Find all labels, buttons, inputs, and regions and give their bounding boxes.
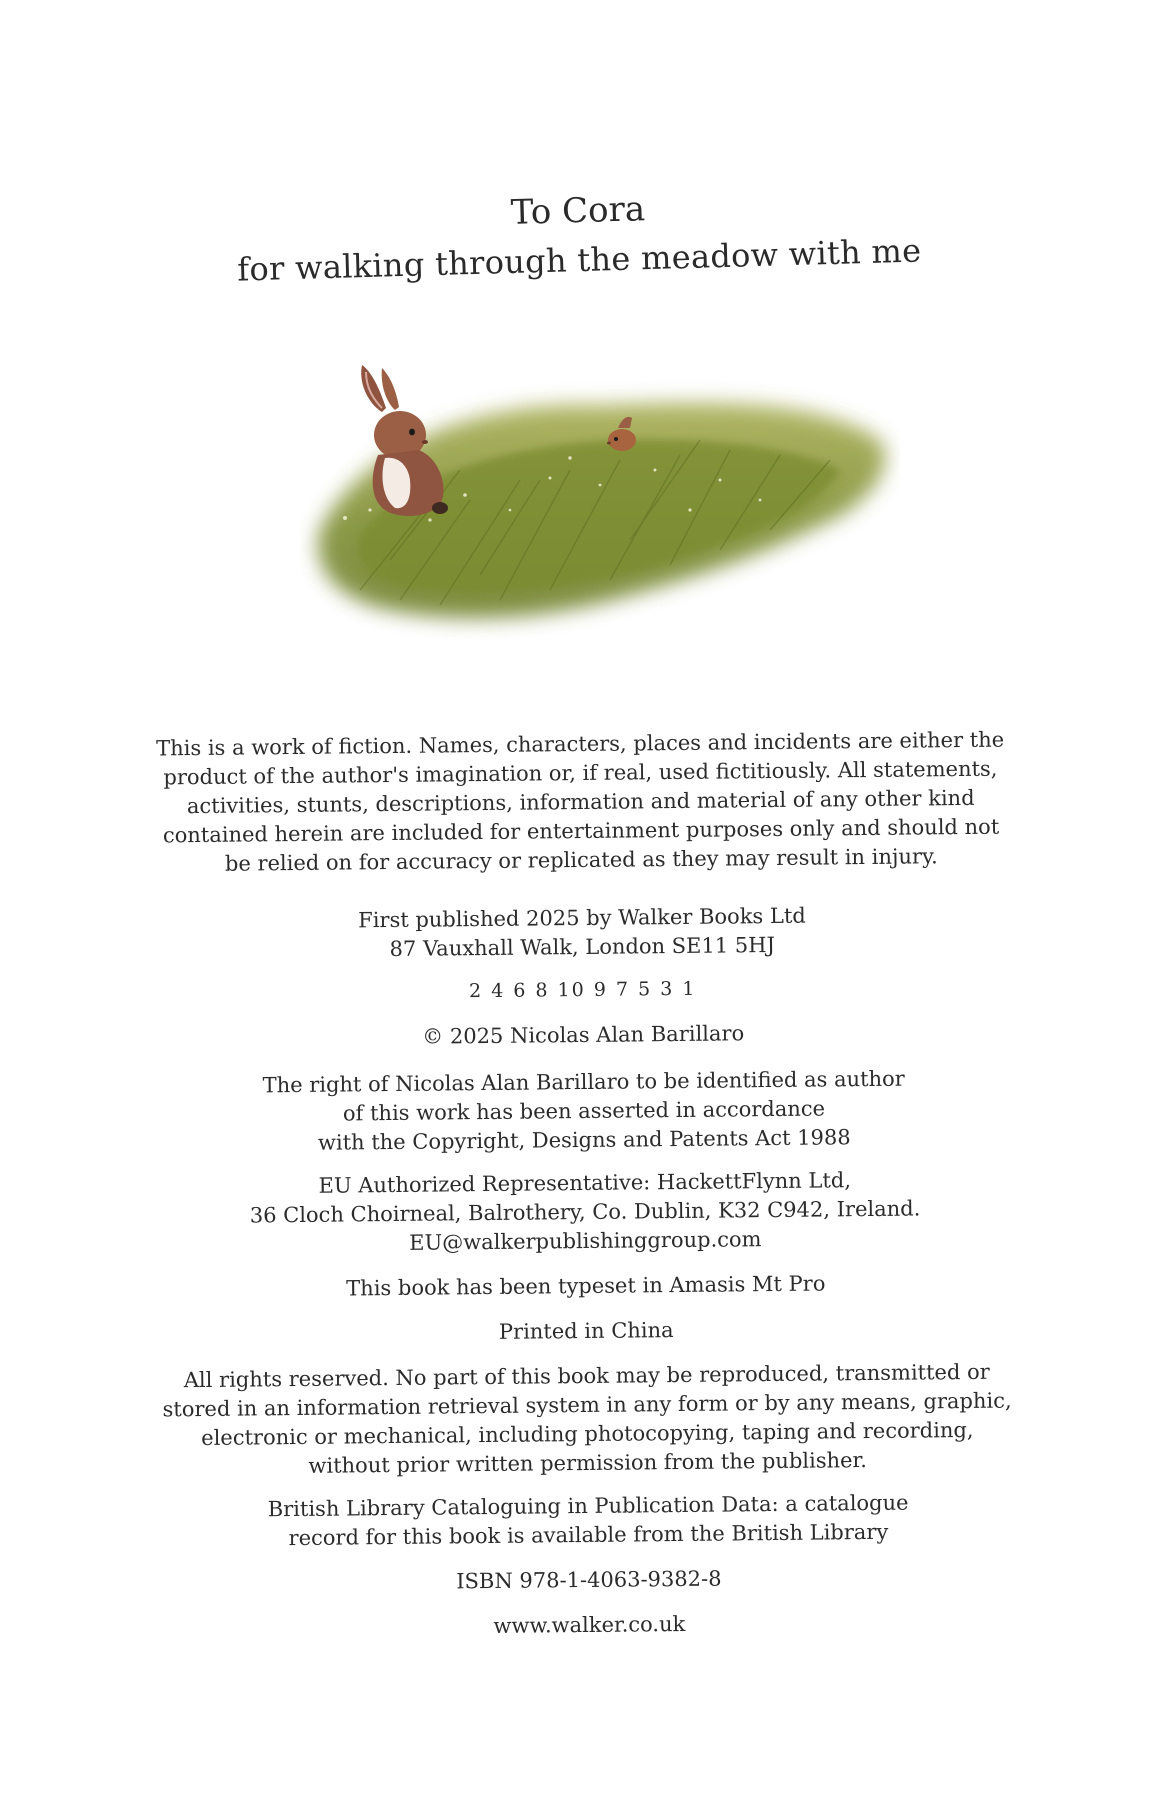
all-rights-line: All rights reserved. No part of this book may be reproduced, transmitted or xyxy=(183,1359,990,1393)
rights-line: The right of Nicolas Alan Barillaro to be identified as author xyxy=(262,1066,905,1098)
website-line: www.walker.co.uk xyxy=(493,1611,686,1638)
publisher-website xyxy=(159,1606,1019,1644)
all-rights-reserved xyxy=(157,1357,1018,1482)
isbn xyxy=(159,1561,1019,1599)
copyright-line: © 2025 Nicolas Alan Barillaro xyxy=(422,1021,745,1049)
disclaimer-line: contained herein are included for entertainment purposes only and should not xyxy=(162,814,1000,848)
publisher-info xyxy=(152,899,1013,966)
dedication-line-1: To Cora xyxy=(510,189,646,233)
printed-in-note xyxy=(156,1312,1016,1350)
published-line: First published 2025 by Walker Books Ltd xyxy=(358,903,806,933)
typeset-note xyxy=(156,1267,1016,1305)
imprint-text xyxy=(150,725,1019,1644)
british-library-data xyxy=(158,1487,1019,1554)
rights-line: of this work has been asserted in accordance xyxy=(342,1096,826,1126)
eu-rep-address: 36 Cloch Choirneal, Balrothery, Co. Dublin, K32 C942, Ireland. xyxy=(249,1196,921,1228)
eu-rep-email: EU@walkerpublishinggroup.com xyxy=(409,1227,762,1255)
rabbits-in-meadow-illustration xyxy=(300,360,900,640)
rights-line: with the Copyright, Designs and Patents Act 1988 xyxy=(317,1125,851,1155)
disclaimer-line: activities, stunts, descriptions, information and material of any other kind xyxy=(186,785,975,819)
all-rights-line: stored in an information retrieval system in any form or by any means, graphic, xyxy=(162,1388,1012,1422)
fiction-disclaimer xyxy=(150,725,1011,879)
dedication-line-2: for walking through the meadow with me xyxy=(236,231,922,289)
british-library-line: record for this book is available from the British Library xyxy=(288,1519,889,1551)
disclaimer-line: product of the author's imagination or, if real, used fictitiously. All statements, xyxy=(163,756,998,790)
publisher-address: 87 Vauxhall Walk, London SE11 5HJ xyxy=(389,932,776,962)
dedication xyxy=(0,172,1158,302)
isbn-line: ISBN 978-1-4063-9382-8 xyxy=(456,1566,722,1594)
eu-rep-line: EU Authorized Representative: HackettFlynn Ltd, xyxy=(318,1168,852,1198)
british-library-line: British Library Cataloguing in Publication Data: a catalogue xyxy=(267,1490,909,1522)
copyright-notice xyxy=(153,1016,1013,1054)
typeset-line: This book has been typeset in Amasis Mt Pro xyxy=(346,1271,826,1301)
printed-line: Printed in China xyxy=(498,1318,674,1344)
all-rights-line: electronic or mechanical, including photocopying, taping and recording, xyxy=(201,1417,974,1451)
printing-number-line: 2 4 6 8 10 9 7 5 3 1 xyxy=(468,977,697,1003)
eu-representative xyxy=(155,1164,1016,1260)
moral-rights-statement xyxy=(154,1063,1015,1159)
disclaimer-line: This is a work of fiction. Names, characters, places and incidents are either the xyxy=(156,727,1005,761)
disclaimer-line: be relied on for accuracy or replicated as they may result in injury. xyxy=(224,844,938,876)
all-rights-line: without prior written permission from the publisher. xyxy=(308,1448,868,1478)
